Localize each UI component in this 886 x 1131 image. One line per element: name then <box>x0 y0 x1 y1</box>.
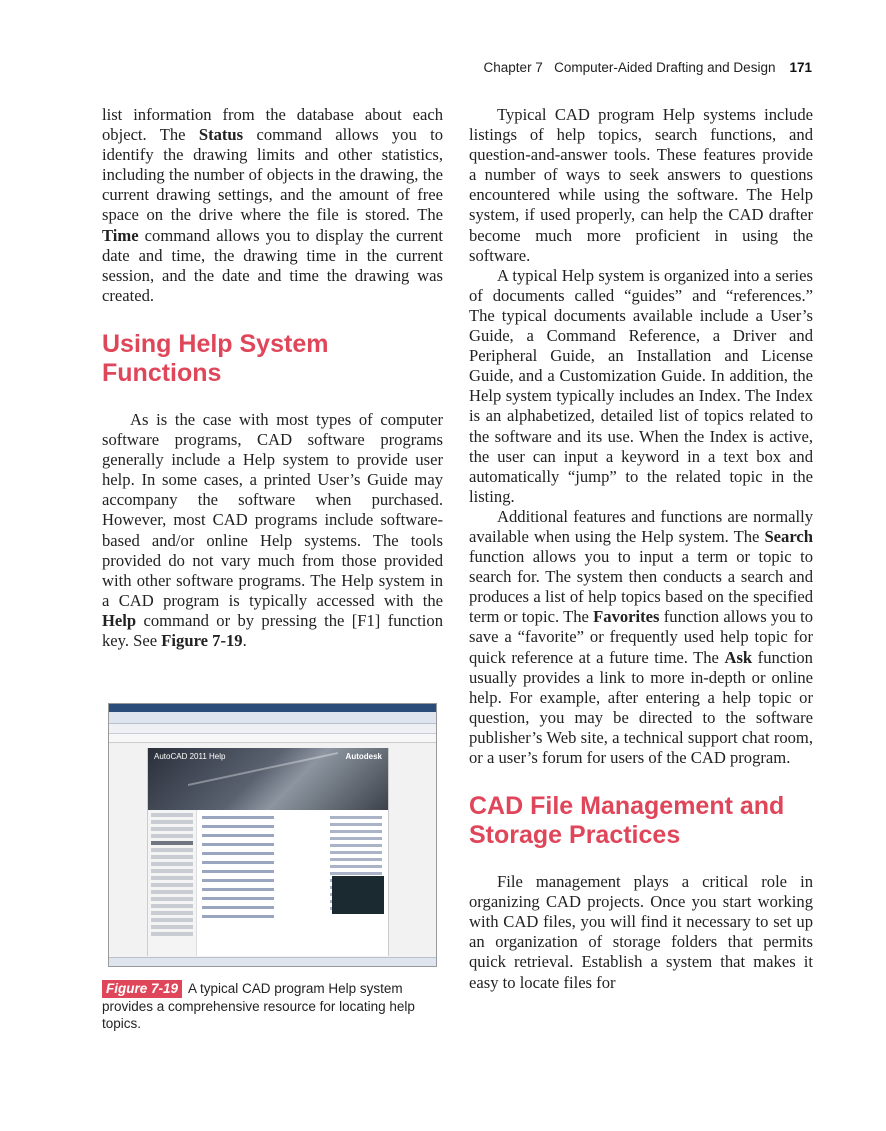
autodesk-logo: Autodesk <box>345 752 382 761</box>
text-run: . <box>242 630 247 650</box>
video-thumbnail <box>332 876 384 914</box>
paragraph: Typical CAD program Help systems include listings of help topics, search functions, and question-and-answer tools. These features provide a number of ways to seek answers to questions encountered while using the software. The Help system, if used properly, can help the CAD drafter become much more proficient in using the software. <box>469 105 813 265</box>
figure-reference: Figure 7-19 <box>161 630 243 650</box>
text-run: function allows you to input a term or topic to search for. The system then conducts a search and produces a list of help topics based on the specified term or topic. The <box>469 547 813 627</box>
favorites-bar <box>109 724 436 734</box>
term-help: Help <box>102 610 137 630</box>
banner-title: AutoCAD 2011 Help <box>154 752 226 761</box>
page-number: 171 <box>789 60 812 75</box>
status-bar <box>109 957 436 966</box>
running-header <box>0 60 812 75</box>
term-favorites: Favorites <box>593 607 660 627</box>
text-run: command allows you to display the current date and time, the drawing time in the current session, and the date and time the drawing was created. <box>102 225 443 305</box>
window-titlebar <box>109 704 436 712</box>
term-time: Time <box>102 225 139 245</box>
text-run: As is the case with most types of computer software programs, CAD software programs generally include a Help system to provide user help. In some cases, a printed User’s Guide may accompany the software when purchased. However, most CAD programs include software-based and/or online Help systems. The tools provided do not vary much from those provided with other software programs. The Help system in a CAD program is typically accessed with the <box>102 409 443 610</box>
text-run: function usually provides a link to more in-depth or online help. For example, after entering a help topic or question, you may be directed to the software publisher’s Web site, a technical support chat room, or a user’s forum for users of the CAD program. <box>469 647 813 767</box>
left-column <box>102 105 443 651</box>
text-run: command or by pressing the [F1] function key. See <box>102 610 443 650</box>
help-links <box>202 816 322 924</box>
paragraph: A typical Help system is organized into a series of documents called “guides” and “references.” The typical documents available include a User’s Guide, a Command Reference, a Driver and Peripheral Guide, an Installation and License Guide, and a Customization Guide. In addition, the Help system typically includes an Index. The Index is an alphabetized, detailed list of topics related to the software and its use. When the Index is active, the user can input a keyword in a text box and automatically “jump” to the related topic in the listing. <box>469 265 813 506</box>
term-ask: Ask <box>724 647 753 667</box>
banner-image <box>188 752 338 826</box>
chapter-label: Chapter 7 <box>483 60 543 75</box>
help-system-screenshot <box>108 703 437 967</box>
paragraph <box>102 105 443 306</box>
text-run: function allows you to save a “favorite” or frequently used help topic for quick reference at a future time. The <box>469 607 813 667</box>
caption-text: A typical CAD program Help system provides a comprehensive resource for locating help topics. <box>102 981 415 1031</box>
paragraph: File management plays a critical role in organizing CAD projects. Once you start working with CAD files, you will find it necessary to set up an organization of storage folders that permits quick retrieval. Establish a system that makes it easy to locate files for <box>469 872 813 992</box>
chapter-title: Computer-Aided Drafting and Design <box>554 60 776 75</box>
text-run: Additional features and functions are normally available when using the Help system. The <box>469 506 813 546</box>
browser-toolbar <box>109 712 436 724</box>
help-page <box>147 748 389 956</box>
paragraph <box>102 410 443 651</box>
right-column <box>469 105 813 993</box>
text-run: list information from the database about each object. The <box>102 105 443 145</box>
help-sidebar <box>148 810 197 956</box>
help-banner <box>148 748 388 810</box>
figure-caption <box>102 980 443 1033</box>
term-search: Search <box>764 526 813 546</box>
term-status: Status <box>198 125 244 145</box>
figure-label: Figure 7-19 <box>102 980 182 998</box>
text-run: command allows you to identify the drawing limits and other statistics, including the number of objects in the drawing, the current drawing settings, and the amount of free space on the drive where the file is stored. The <box>102 125 443 225</box>
paragraph <box>469 507 813 768</box>
section-heading: CAD File Management and Storage Practices <box>469 792 785 850</box>
section-heading: Using Help System Functions <box>102 329 329 387</box>
browser-tabs <box>109 734 436 743</box>
